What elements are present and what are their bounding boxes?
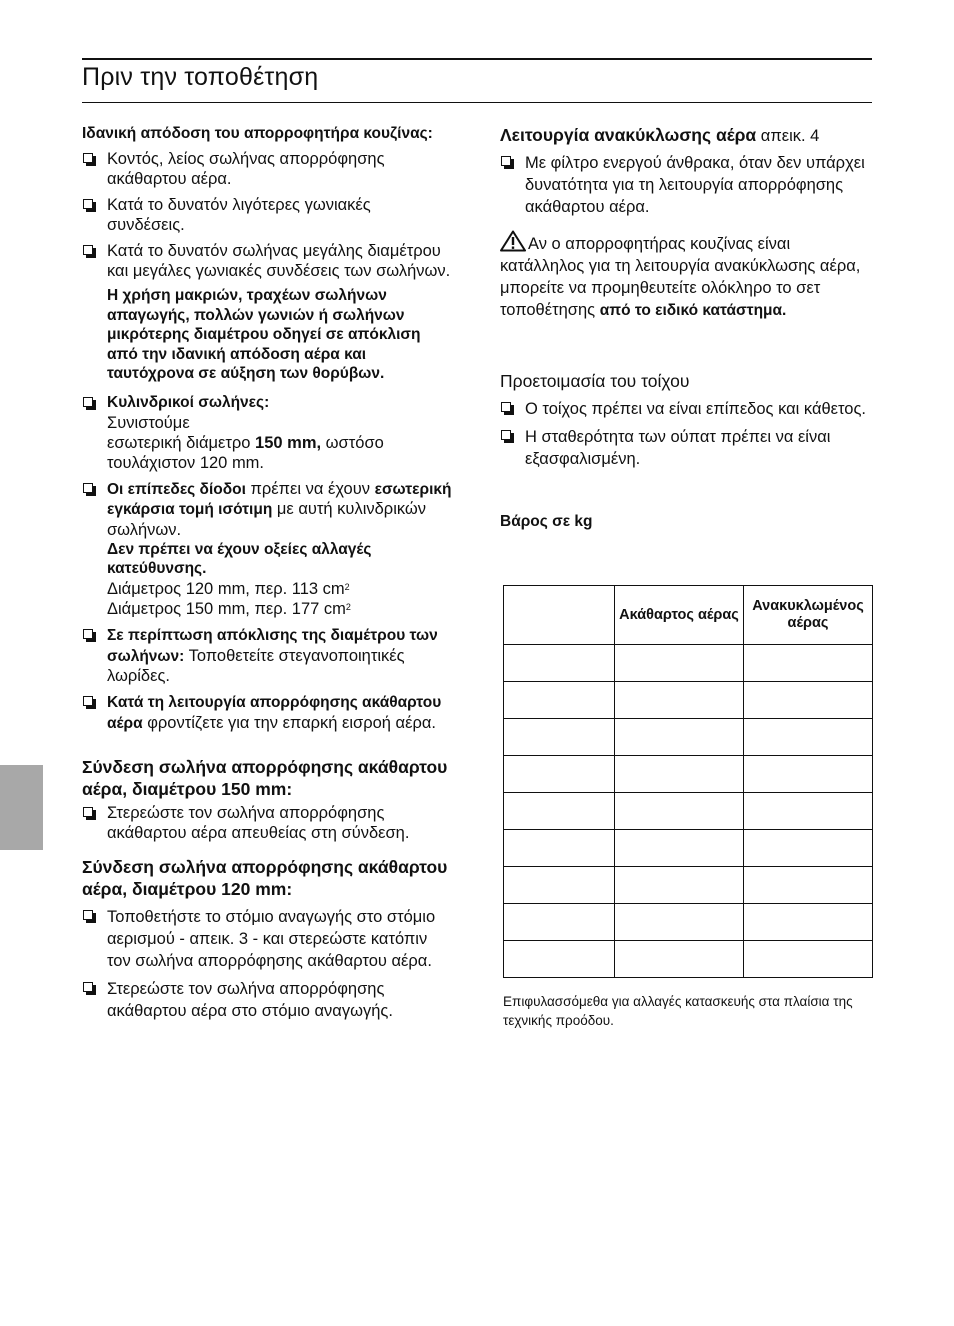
footnote: Επιφυλασσόμεθα για αλλαγές κατασκευής στα πλαίσια της τεχνικής προόδου. <box>503 994 853 1028</box>
list-item: Κατά το δυνατόν λιγότερες γωνιακές συνδέσεις. <box>82 195 452 235</box>
checkbox-bullet-icon <box>83 982 93 992</box>
table-row <box>504 645 873 682</box>
list-item: Ο τοίχος πρέπει να είναι επίπεδος και κάθετος. <box>500 398 872 420</box>
section-heading-120: Σύνδεση σωλήνα απορρόφησης ακάθαρτου αέρα, διαμέτρου 120 mm: <box>82 857 448 900</box>
title-rule <box>82 102 872 103</box>
table-row <box>504 682 873 719</box>
checkbox-bullet-icon <box>83 483 93 493</box>
checkbox-bullet-icon <box>501 156 511 166</box>
checkbox-bullet-icon <box>501 430 511 440</box>
list-item: Στερεώστε τον σωλήνα απορρόφησης ακάθαρτου αέρα απευθείας στη σύνδεση. <box>82 803 452 843</box>
weight-table <box>503 585 873 978</box>
list-item: Στερεώστε τον σωλήνα απορρόφησης ακάθαρτου αέρα στο στόμιο αναγωγής. <box>82 978 452 1022</box>
list-item-diameter-deviation: Σε περίπτωση απόκλισης της διαμέτρου των σωλήνων: Τοποθετείτε στεγανοποιητικές λωρίδες. <box>82 625 452 686</box>
table-row <box>504 941 873 978</box>
recirculation-heading: Λειτουργία ανακύκλωσης αέρα απεικ. 4 <box>500 125 820 145</box>
recirculation-warning: Αν ο απορροφητήρας κουζίνας είναι κατάλληλος για τη λειτουργία ανακύκλωσης αέρα, μπορείτε να προμηθευτείτε ολόκληρο το σετ τοποθέτησης από το ειδικό κατάστημα. <box>500 230 872 321</box>
list-item: Τοποθετήστε το στόμιο αναγωγής στο στόμιο αερισμού - απεικ. 3 - και στερεώστε κατόπιν τον σωλήνα απορρόφησης ακάθαρτου αέρα. <box>82 906 452 972</box>
table-row <box>504 867 873 904</box>
table-header-row <box>504 586 873 645</box>
list-item: Κατά το δυνατόν σωλήνας μεγάλης διαμέτρου και μεγάλες γωνιακές συνδέσεις των σωλήνων. <box>82 241 452 281</box>
left-column <box>82 124 452 1022</box>
list-item-flat-ducts: Οι επίπεδες δίοδοι πρέπει να έχουν εσωτερική εγκάρσια τομή ισότιμη με αυτή κυλινδρικών σωλήνων. Δεν πρέπει να έχουν οξείες αλλαγές κατεύθυνσης. Διάμετρος 120 mm, περ. 113 $cm^2$ Διάμετρος 150 mm, περ. 177 $cm^2$ <box>82 479 452 619</box>
section-heading-150: Σύνδεση σωλήνα απορρόφησης ακάθαρτου αέρα, διαμέτρου 150 mm: <box>82 757 448 800</box>
checkbox-bullet-icon <box>83 397 93 407</box>
checkbox-bullet-icon <box>83 807 93 817</box>
page-title: Πριν την τοποθέτηση <box>82 63 319 91</box>
list-item-air-supply: Κατά τη λειτουργία απορρόφησης ακάθαρτου αέρα φροντίζετε για την επαρκή εισροή αέρα. <box>82 692 452 733</box>
ideal-heading: Ιδανική απόδοση του απορροφητήρα κουζίνας: <box>82 125 433 142</box>
table-row <box>504 793 873 830</box>
weight-heading: Βάρος σε kg <box>500 513 593 530</box>
warning-triangle-icon <box>500 230 526 252</box>
table-row <box>504 756 873 793</box>
checkbox-bullet-icon <box>501 402 511 412</box>
table-header-cell: Ακάθαρτος αέρας <box>615 586 744 645</box>
list-item: Η σταθερότητα των ούπατ πρέπει να είναι εξασφαλισμένη. <box>500 426 872 470</box>
table-header-cell <box>504 586 615 645</box>
checkbox-bullet-icon <box>83 910 93 920</box>
list-item: Κοντός, λείος σωλήνας απορρόφησης ακάθαρτου αέρα. <box>82 149 452 189</box>
checkbox-bullet-icon <box>83 153 93 163</box>
ideal-warning-text: Η χρήση μακριών, τραχέων σωλήνων απαγωγής, πολλών γωνιών ή σωλήνων μικρότερης διαμέτρου οδηγεί σε απόκλιση από την ιδανική απόδοση αέρα και ταυτόχρονα σε αύξηση των θορύβων. <box>107 287 421 383</box>
table-row <box>504 830 873 867</box>
table-row <box>504 719 873 756</box>
checkbox-bullet-icon <box>83 199 93 209</box>
table-header-cell: Ανακυκλωμένος αέρας <box>744 586 873 645</box>
language-tab-marker <box>0 765 43 850</box>
top-rule <box>82 58 872 60</box>
wall-heading: Προετοιμασία του τοίχου <box>500 371 690 391</box>
list-item: Με φίλτρο ενεργού άνθρακα, όταν δεν υπάρχει δυνατότητα για τη λειτουργία απορρόφησης ακάθαρτου αέρα. <box>500 152 872 218</box>
list-item-cylindrical: Κυλινδρικοί σωλήνες: Συνιστούμε εσωτερική διάμετρο 150 mm, ωστόσο τουλάχιστον 120 mm. <box>82 393 452 473</box>
checkbox-bullet-icon <box>83 629 93 639</box>
table-row <box>504 904 873 941</box>
checkbox-bullet-icon <box>83 696 93 706</box>
right-column <box>500 124 872 532</box>
checkbox-bullet-icon <box>83 245 93 255</box>
